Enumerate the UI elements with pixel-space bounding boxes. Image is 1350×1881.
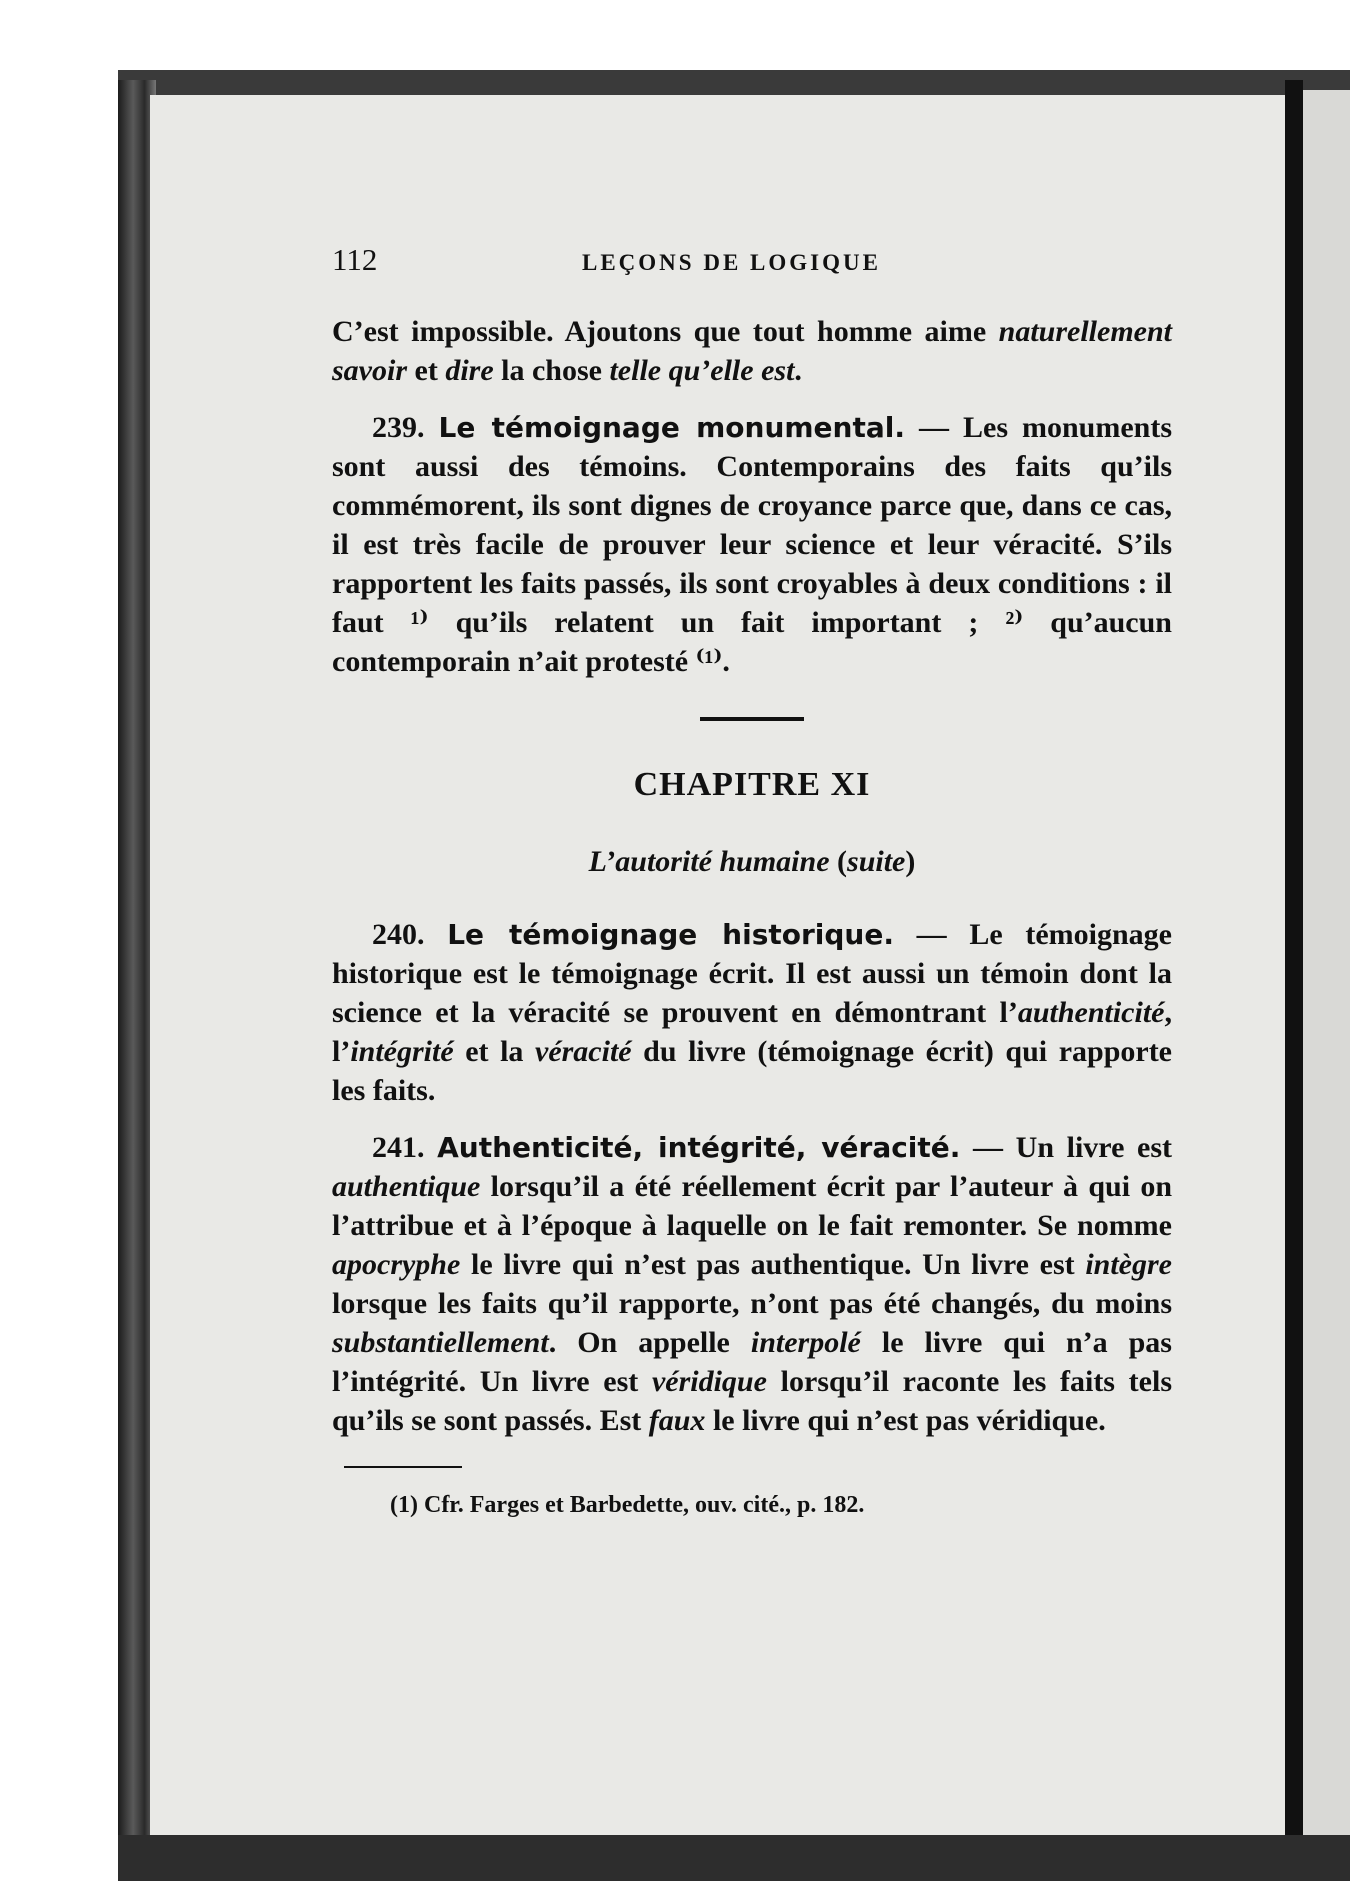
paragraph-number: 240. [372, 918, 448, 951]
chapter-title: CHAPITRE XI [633, 766, 871, 803]
paragraph-italic: intégrité [350, 1035, 454, 1068]
paragraph-240 [332, 915, 1172, 1110]
paragraph-heading: Authenticité, intégrité, véracité. [437, 1131, 961, 1164]
paragraph-number: 239. [372, 411, 439, 444]
paragraph-italic: authenticité [1017, 996, 1165, 1029]
paragraph-text: — Un livre est [960, 1131, 1172, 1164]
paragraph-text: le livre qui n’est pas véridique. [705, 1404, 1106, 1437]
intro-text-3: la chose [493, 354, 610, 387]
paragraph-text: . On appelle [548, 1326, 751, 1359]
paragraph-italic: apocryphe [332, 1248, 461, 1281]
chapter-subtitle-paren-open: ( [829, 845, 848, 878]
paragraph-italic: intègre [1085, 1248, 1172, 1281]
page-number: 112 [332, 242, 378, 277]
chapter-subtitle-paren-close: ) [905, 845, 916, 878]
adjacent-page-edge [1303, 90, 1350, 1850]
paragraph-241 [332, 1128, 1172, 1440]
intro-text-2: et [407, 354, 446, 387]
paragraph-italic: substantiellement [332, 1326, 549, 1359]
paragraph-text: — Le témoignage historique est le témoignage écrit. Il est aussi un témoin dont la science et la véracité se prouvent en démontrant l’ [332, 918, 1172, 1029]
footnote-divider [344, 1466, 462, 1468]
chapter-subtitle-suite: suite [847, 845, 906, 878]
paragraph-text: du livre (témoignage écrit) qui rapporte les faits. [332, 1035, 1172, 1107]
paragraph-text: — Les monuments sont aussi des témoins. Contemporains des faits qu’ils commémorent, ils sont dignes de croyance parce que, dans ce cas, il est très facile de prouver leur science et leur véracité. S’ils rapportent les faits passés, ils sont croyables à deux conditions : il faut ¹⁾ qu’ils relatent un fait important ; ²⁾ qu’aucun contemporain n’ait protesté ⁽¹⁾. [332, 411, 1172, 678]
paragraph-heading: Le témoignage monumental. [438, 411, 905, 444]
paragraph-text: et la [453, 1035, 535, 1068]
intro-text-1: C’est impossible. Ajoutons que tout homme aime [332, 315, 987, 348]
section-divider [700, 717, 804, 721]
paragraph-italic: interpolé [750, 1326, 861, 1359]
bottom-scan-edge [118, 1835, 1350, 1881]
running-head-title: LEÇONS DE LOGIQUE [582, 250, 881, 275]
intro-italic-1: naturellement savoir [332, 315, 1173, 387]
paragraph-number: 241. [372, 1131, 438, 1164]
paragraph-239 [332, 408, 1172, 681]
paragraph-italic: véridique [651, 1365, 767, 1398]
running-header [332, 240, 1172, 280]
paragraph-text: le livre qui n’a pas l’intégrité. Un livre est [332, 1326, 1172, 1398]
intro-text-4: . [794, 354, 802, 387]
paragraph-text: , l’ [332, 996, 1172, 1068]
intro-italic-3: telle qu’elle est [609, 354, 795, 387]
intro-italic-2: dire [445, 354, 494, 387]
gutter-shadow [1285, 80, 1303, 1860]
paragraph-text: lorsque les faits qu’il rapporte, n’ont pas été changés, du moins [332, 1287, 1172, 1320]
intro-paragraph [332, 312, 1172, 390]
chapter-subtitle [332, 842, 1172, 881]
footnote: (1) Cfr. Farges et Barbedette, ouv. cité., p. 182. [390, 1492, 865, 1518]
paragraph-italic: faux [648, 1404, 706, 1437]
chapter-subtitle-main: L’autorité humaine [588, 845, 830, 878]
paragraph-text: le livre qui n’est pas authentique. Un livre est [460, 1248, 1086, 1281]
page-content [332, 240, 1172, 1525]
paragraph-text: lorsqu’il raconte les faits tels qu’ils se sont passés. Est [332, 1365, 1172, 1437]
paragraph-italic: authentique [332, 1170, 481, 1203]
paragraph-text: lorsqu’il a été réellement écrit par l’auteur à qui on l’attribue et à l’époque à laquelle on le fait remonter. Se nomme [332, 1170, 1172, 1242]
paragraph-italic: véracité [535, 1035, 632, 1068]
paragraph-heading: Le témoignage historique. [447, 918, 894, 951]
